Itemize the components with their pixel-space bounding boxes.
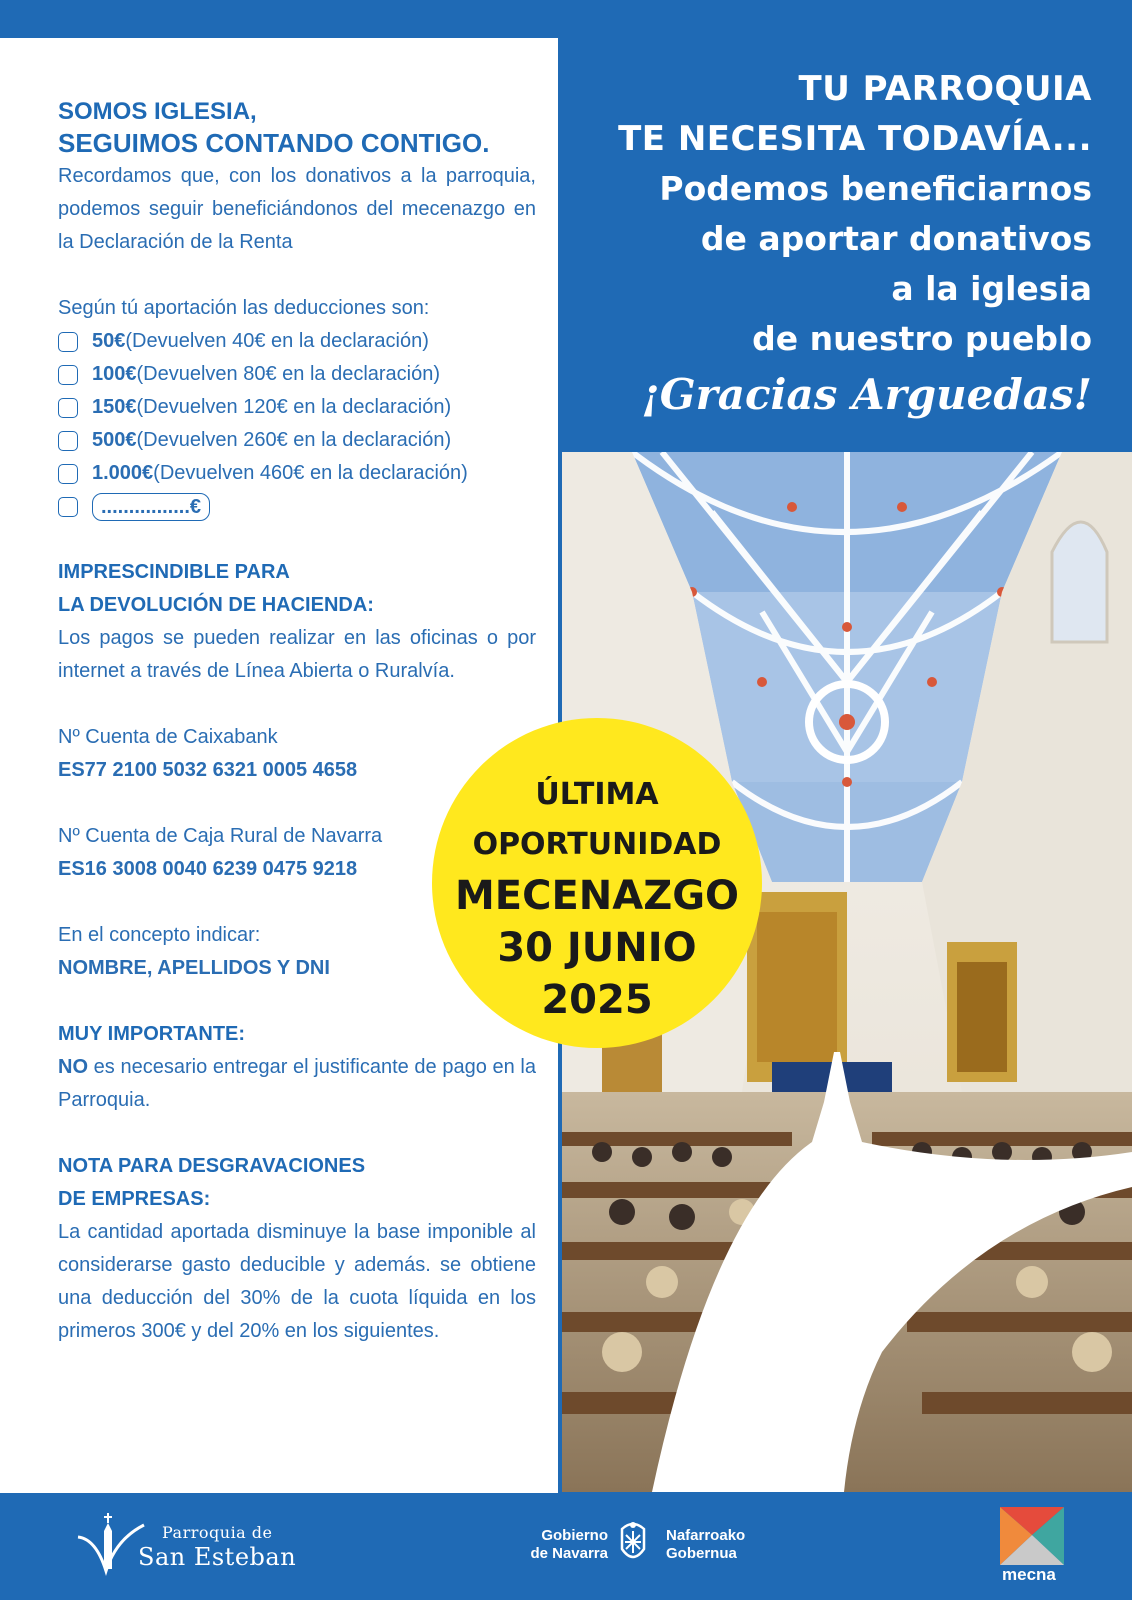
donation-option[interactable]: 500€ (Devuelven 260€ en la declaración) [58, 424, 536, 457]
navarra-shield-icon [616, 1519, 650, 1567]
headline-line: TU PARROQUIA [798, 69, 1092, 109]
concepto-value: NOMBRE, APELLIDOS Y DNI [58, 957, 330, 979]
donation-option[interactable]: 150€ (Devuelven 120€ en la declaración) [58, 391, 536, 424]
heading-seguimos: SEGUIMOS CONTANDO CONTIGO. [58, 128, 490, 158]
checkbox[interactable] [58, 431, 78, 451]
headline-line: TE NECESITA TODAVÍA... [618, 119, 1092, 159]
deadline-badge [432, 718, 762, 1048]
custom-amount-field[interactable]: ................€ [92, 493, 210, 521]
badge-line: MECENAZGO [454, 873, 740, 919]
checkbox[interactable] [58, 398, 78, 418]
headline [618, 64, 1092, 426]
nota-text: La cantidad aportada disminuye la base imponible al considerarse gasto deducible y además. se obtiene una deducción del 30% de la cuota líquida en los primeros 300€ y del 20% en los siguientes. [58, 1221, 536, 1342]
intro-text: Recordamos que, con los donativos a la parroquia, podemos seguir beneficiándonos del mecenazgo en la Declaración de la Renta [58, 165, 536, 253]
imprescindible-heading: IMPRESCINDIBLE PARA [58, 561, 290, 583]
caixa-label: Nº Cuenta de Caixabank [58, 726, 278, 748]
badge-line: ÚLTIMA [535, 777, 659, 812]
mecna-mark-icon [1000, 1507, 1064, 1565]
badge-line: 30 JUNIO [497, 925, 697, 971]
badge-line: OPORTUNIDAD [472, 827, 722, 862]
muy-importante-text: NO es necesario entregar el justificante de pago en la Parroquia. [58, 1056, 536, 1111]
nota-heading-1: NOTA PARA DESGRAVACIONES [58, 1155, 366, 1177]
info-panel [0, 38, 558, 1493]
church-tower-icon [76, 1509, 146, 1579]
parroquia-top: Parroquia de [162, 1523, 273, 1542]
rural-iban: ES16 3008 0040 6239 0475 9218 [58, 858, 358, 880]
muy-importante-heading: MUY IMPORTANTE: [58, 1023, 246, 1045]
info-content [58, 96, 536, 1348]
headline-line: a la iglesia [891, 269, 1092, 308]
checkbox[interactable] [58, 464, 78, 484]
pagos-text: Los pagos se pueden realizar en las oficinas o por internet a través de Línea Abierta o Ruralvía. [58, 627, 536, 682]
donation-option[interactable]: 100€ (Devuelven 80€ en la declaración) [58, 358, 536, 391]
rural-label: Nº Cuenta de Caja Rural de Navarra [58, 825, 383, 847]
concepto-label: En el concepto indicar: [58, 924, 261, 946]
nota-heading-2: DE EMPRESAS: [58, 1188, 211, 1210]
checkbox[interactable] [58, 365, 78, 385]
headline-line: Podemos beneficiarnos [659, 169, 1092, 208]
heading-somos-iglesia: SOMOS IGLESIA, [58, 98, 257, 125]
checkbox[interactable] [58, 332, 78, 352]
donation-option[interactable]: 50€ (Devuelven 40€ en la declaración) [58, 325, 536, 358]
devolucion-heading: LA DEVOLUCIÓN DE HACIENDA: [58, 594, 374, 616]
donation-option-custom[interactable] [58, 490, 536, 523]
parroquia-bottom: San Esteban [138, 1543, 297, 1571]
donation-option[interactable]: 1.000€ (Devuelven 460€ en la declaración) [58, 457, 536, 490]
headline-panel [562, 38, 1132, 450]
parroquia-logo [76, 1509, 316, 1579]
gracias-script: ¡Gracias Arguedas! [641, 370, 1092, 419]
deductions-intro: Según tú aportación las deducciones son: [58, 297, 430, 319]
headline-line: de aportar donativos [700, 219, 1092, 258]
headline-line: de nuestro pueblo [752, 319, 1092, 358]
mecna-logo [1000, 1507, 1070, 1587]
badge-line: 2025 [541, 977, 653, 1023]
caixa-iban: ES77 2100 5032 6321 0005 4658 [58, 759, 358, 781]
gobierno-navarra-logo: Gobierno de Navarra Nafarroako Gobernua [530, 1525, 760, 1575]
footer [0, 1495, 1132, 1600]
mecna-wordmark: mecna [1002, 1565, 1056, 1584]
checkbox[interactable] [58, 497, 78, 517]
